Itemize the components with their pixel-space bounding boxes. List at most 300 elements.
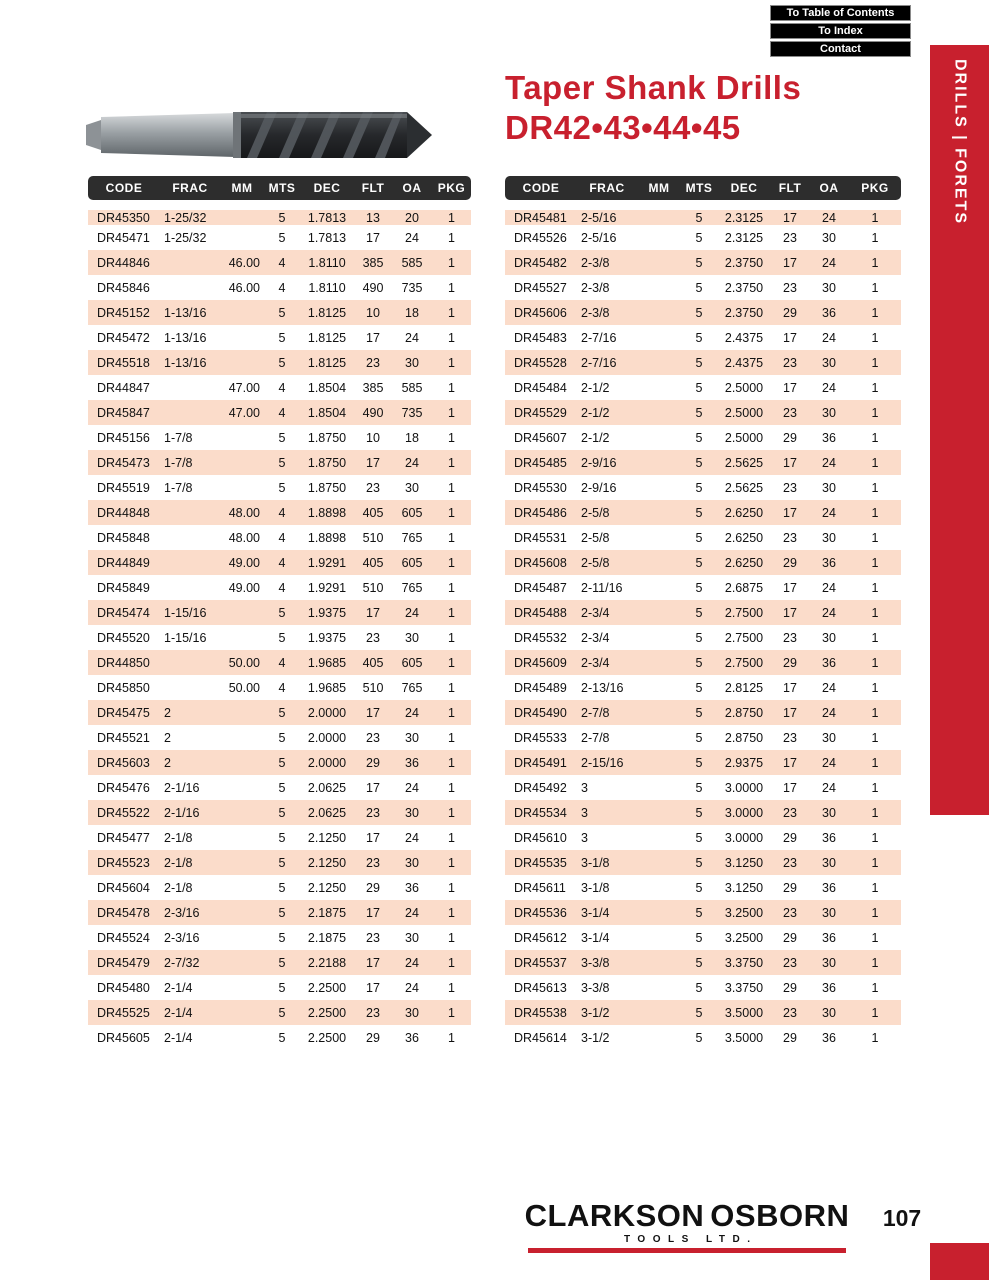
cell-pkg: 1 [432, 800, 471, 825]
cell-mts: 5 [264, 300, 300, 325]
brand-underline [528, 1248, 846, 1253]
cell-frac [160, 375, 220, 400]
table-row [88, 875, 471, 900]
cell-mm: 47.00 [228, 380, 260, 395]
cell-mm [637, 825, 681, 850]
table-row [505, 500, 901, 525]
cell-frac: 2-1/2 [581, 380, 610, 395]
cell-mm [220, 325, 264, 350]
cell-pkg: 1 [432, 850, 471, 875]
cell-flt: 17 [771, 450, 809, 475]
column-header-pkg: PKG [849, 176, 901, 200]
cell-dec: 2.1250 [307, 830, 347, 845]
cell-mts: 5 [264, 600, 300, 625]
cell-mts: 5 [264, 900, 300, 925]
cell-dec: 2.8125 [724, 680, 764, 695]
cell-frac: 2-3/4 [577, 650, 637, 675]
page-title [505, 68, 801, 149]
cell-flt: 23 [354, 350, 392, 375]
cell-code: DR45491 [505, 750, 577, 775]
table-row [505, 550, 901, 575]
cell-mm [220, 850, 264, 875]
nav-link-index[interactable]: To Index [770, 23, 911, 39]
cell-dec: 2.5000 [724, 380, 764, 395]
cell-mm: 46.00 [220, 250, 264, 275]
cell-flt: 17 [771, 250, 809, 275]
cell-dec: 2.2188 [300, 950, 354, 975]
cell-mts: 4 [264, 400, 300, 425]
cell-code: DR45849 [97, 580, 150, 595]
cell-mts: 5 [695, 1030, 703, 1045]
table-row [505, 300, 901, 325]
cell-code: DR45525 [88, 1000, 160, 1025]
cell-code: DR45475 [88, 700, 160, 725]
cell-mts: 5 [695, 930, 703, 945]
cell-code: DR45477 [97, 830, 150, 845]
cell-pkg: 1 [448, 330, 455, 345]
cell-frac: 2-1/16 [160, 800, 220, 825]
cell-dec: 2.7500 [717, 600, 771, 625]
table-row [505, 975, 901, 1000]
cell-dec: 1.9375 [307, 630, 347, 645]
table-row [505, 250, 901, 275]
column-header-dec: DEC [717, 176, 771, 200]
table-row [505, 950, 901, 975]
table-row [88, 900, 471, 925]
table-row [88, 225, 471, 250]
cell-flt: 23 [771, 900, 809, 925]
cell-dec: 2.1875 [307, 930, 347, 945]
cell-oa: 24 [822, 330, 836, 345]
cell-frac: 2-3/8 [581, 280, 610, 295]
cell-code: DR45607 [514, 430, 567, 445]
table-row [505, 325, 901, 350]
cell-oa: 765 [401, 680, 423, 695]
cell-frac: 2-3/8 [577, 250, 637, 275]
cell-pkg: 1 [849, 600, 901, 625]
table-row [88, 625, 471, 650]
column-header-mts: MTS [264, 176, 300, 200]
cell-mm [637, 950, 681, 975]
cell-oa: 36 [405, 1030, 419, 1045]
cell-code: DR45606 [505, 300, 577, 325]
cell-oa: 30 [405, 930, 419, 945]
nav-link-table-of-contents[interactable]: To Table of Contents [770, 5, 911, 21]
table-row [88, 525, 471, 550]
cell-frac: 2 [160, 750, 220, 775]
cell-flt: 23 [783, 630, 797, 645]
cell-oa: 30 [405, 730, 419, 745]
table-row [505, 750, 901, 775]
table-row [505, 925, 901, 950]
drill-table-left-grid [88, 176, 471, 1050]
cell-frac: 2-1/4 [160, 1000, 220, 1025]
cell-oa: 30 [809, 800, 849, 825]
cell-frac: 3 [581, 780, 588, 795]
cell-oa: 30 [809, 850, 849, 875]
cell-frac: 3-1/2 [577, 1000, 637, 1025]
table-row [505, 450, 901, 475]
cell-mm [220, 825, 264, 850]
cell-oa: 30 [405, 630, 419, 645]
cell-flt: 17 [354, 900, 392, 925]
column-header-mts: MTS [681, 176, 717, 200]
cell-flt: 23 [366, 930, 380, 945]
cell-mts: 5 [681, 700, 717, 725]
cell-mts: 5 [681, 450, 717, 475]
cell-mm [220, 425, 264, 450]
cell-frac: 2-3/16 [164, 930, 200, 945]
cell-pkg: 1 [432, 900, 471, 925]
cell-oa: 24 [405, 980, 419, 995]
cell-dec: 1.9291 [307, 580, 347, 595]
cell-mm [637, 700, 681, 725]
cell-oa: 36 [822, 1030, 836, 1045]
cell-dec: 3.1250 [717, 850, 771, 875]
table-row [88, 425, 471, 450]
cell-frac: 2-1/16 [164, 780, 200, 795]
cell-mts: 5 [695, 380, 703, 395]
cell-oa: 30 [809, 950, 849, 975]
cell-dec: 2.3750 [717, 250, 771, 275]
cell-oa: 36 [822, 830, 836, 845]
cell-mm [220, 475, 264, 500]
cell-mts: 5 [681, 400, 717, 425]
cell-flt: 17 [366, 830, 380, 845]
cell-mm [220, 875, 264, 900]
cell-pkg: 1 [871, 580, 879, 595]
cell-code: DR45608 [505, 550, 577, 575]
cell-mts: 4 [264, 550, 300, 575]
cell-mts: 4 [264, 250, 300, 275]
cell-code: DR45485 [505, 450, 577, 475]
cell-oa: 30 [392, 350, 432, 375]
cell-code: DR44847 [97, 380, 150, 395]
cell-pkg: 1 [849, 850, 901, 875]
cell-frac: 2-3/4 [581, 630, 610, 645]
cell-frac: 3-1/8 [581, 880, 610, 895]
cell-dec: 2.5000 [724, 430, 764, 445]
cell-oa: 24 [392, 950, 432, 975]
cell-pkg: 1 [871, 380, 879, 395]
cell-dec: 1.7813 [300, 200, 354, 225]
header-row [88, 176, 471, 200]
cell-mts: 5 [695, 280, 703, 295]
table-row [88, 375, 471, 400]
cell-mm [220, 600, 264, 625]
cell-oa: 30 [822, 230, 836, 245]
table-row [88, 750, 471, 775]
cell-code: DR45530 [514, 480, 567, 495]
cell-mts: 4 [278, 380, 286, 395]
cell-oa: 24 [809, 450, 849, 475]
column-header-mm: MM [220, 176, 264, 200]
cell-mm [220, 800, 264, 825]
table-row [88, 700, 471, 725]
cell-mm [637, 925, 681, 950]
cell-pkg: 1 [871, 330, 879, 345]
cell-code: DR44849 [88, 550, 160, 575]
cell-dec: 2.2500 [307, 1030, 347, 1045]
cell-dec: 1.9291 [300, 550, 354, 575]
cell-dec: 2.7500 [717, 650, 771, 675]
cell-pkg: 1 [432, 400, 471, 425]
cell-oa: 24 [822, 680, 836, 695]
cell-dec: 3.3750 [724, 980, 764, 995]
cell-pkg: 1 [871, 230, 879, 245]
table-row [505, 425, 901, 450]
table-row [88, 950, 471, 975]
cell-flt: 510 [362, 530, 384, 545]
cell-code: DR45473 [88, 450, 160, 475]
table-row [88, 600, 471, 625]
cell-oa: 24 [809, 750, 849, 775]
cell-pkg: 1 [448, 680, 455, 695]
cell-code: DR45488 [505, 600, 577, 625]
drill-table-right-grid [505, 176, 901, 1050]
cell-oa: 24 [822, 780, 836, 795]
cell-frac: 3-1/4 [581, 930, 610, 945]
cell-frac: 2 [160, 700, 220, 725]
table-row [505, 1000, 901, 1025]
cell-mm [220, 775, 264, 800]
column-header-mm: MM [637, 176, 681, 200]
cell-flt: 29 [783, 830, 797, 845]
table-row [88, 300, 471, 325]
cell-code: DR45152 [88, 300, 160, 325]
table-row [88, 475, 471, 500]
cell-mts: 5 [264, 450, 300, 475]
cell-mts: 5 [264, 850, 300, 875]
cell-dec: 2.3750 [724, 280, 764, 295]
cell-pkg: 1 [871, 1030, 879, 1045]
cell-mts: 5 [278, 480, 286, 495]
cell-mts: 5 [695, 680, 703, 695]
cell-mts: 5 [681, 200, 717, 225]
cell-code: DR45522 [88, 800, 160, 825]
cell-mts: 4 [278, 530, 286, 545]
cell-pkg: 1 [849, 300, 901, 325]
cell-code: DR45518 [88, 350, 160, 375]
cell-mm: 46.00 [228, 280, 260, 295]
cell-oa: 24 [405, 230, 419, 245]
brand-logo [524, 1198, 850, 1233]
cell-flt: 17 [354, 950, 392, 975]
cell-code: DR45850 [97, 680, 150, 695]
cell-flt: 405 [354, 650, 392, 675]
cell-pkg: 1 [871, 480, 879, 495]
cell-flt: 10 [354, 300, 392, 325]
table-row [505, 475, 901, 500]
cell-mts: 5 [695, 230, 703, 245]
cell-code: DR45610 [514, 830, 567, 845]
cell-mts: 5 [681, 1000, 717, 1025]
cell-pkg: 1 [448, 580, 455, 595]
cell-dec: 2.6250 [717, 550, 771, 575]
cell-code: DR45533 [514, 730, 567, 745]
cell-oa: 30 [392, 800, 432, 825]
cell-code: DR45484 [514, 380, 567, 395]
cell-flt: 23 [366, 730, 380, 745]
cell-flt: 23 [771, 850, 809, 875]
cell-flt: 23 [366, 630, 380, 645]
cell-dec: 1.8750 [307, 480, 347, 495]
cell-mts: 5 [681, 750, 717, 775]
cell-mts: 5 [264, 750, 300, 775]
cell-oa: 24 [392, 900, 432, 925]
cell-mts: 5 [264, 1000, 300, 1025]
cell-oa: 735 [401, 280, 423, 295]
cell-dec: 2.9375 [717, 750, 771, 775]
cell-pkg: 1 [432, 550, 471, 575]
column-header-frac: FRAC [577, 176, 637, 200]
cell-flt: 17 [783, 780, 797, 795]
cell-oa: 24 [822, 380, 836, 395]
table-row [88, 925, 471, 950]
cell-mts: 5 [264, 200, 300, 225]
cell-mm [220, 625, 264, 650]
cell-pkg: 1 [448, 480, 455, 495]
cell-flt: 23 [783, 480, 797, 495]
cell-code: DR45492 [514, 780, 567, 795]
cell-mm [220, 925, 264, 950]
cell-code: DR45521 [97, 730, 150, 745]
cell-flt: 17 [354, 450, 392, 475]
cell-flt: 17 [771, 600, 809, 625]
cell-dec: 1.7813 [307, 230, 347, 245]
cell-pkg: 1 [432, 350, 471, 375]
cell-oa: 585 [401, 380, 423, 395]
cell-pkg: 1 [432, 750, 471, 775]
cell-oa: 24 [809, 600, 849, 625]
cell-code: DR45604 [97, 880, 150, 895]
taper-shank-drill-photo [85, 100, 433, 164]
cell-code: DR45481 [505, 200, 577, 225]
cell-mts: 5 [681, 950, 717, 975]
cell-flt: 29 [783, 430, 797, 445]
table-row [88, 325, 471, 350]
cell-mts: 5 [695, 780, 703, 795]
cell-pkg: 1 [849, 200, 901, 225]
cell-mm [637, 425, 681, 450]
cell-pkg: 1 [448, 530, 455, 545]
cell-mm [220, 950, 264, 975]
table-row [505, 675, 901, 700]
cell-pkg: 1 [432, 450, 471, 475]
cell-mm [637, 300, 681, 325]
table-row [505, 725, 901, 750]
nav-link-contact[interactable]: Contact [770, 41, 911, 57]
cell-code: DR45483 [514, 330, 567, 345]
cell-mm [637, 900, 681, 925]
cell-code: DR45528 [505, 350, 577, 375]
cell-code: DR45526 [514, 230, 567, 245]
cell-frac [160, 250, 220, 275]
cell-frac: 2-1/4 [164, 980, 193, 995]
cell-mts: 5 [695, 630, 703, 645]
cell-flt: 23 [771, 350, 809, 375]
cell-frac: 2-5/8 [577, 550, 637, 575]
cell-mm [220, 350, 264, 375]
cell-mts: 4 [278, 580, 286, 595]
cell-mts: 5 [681, 350, 717, 375]
cell-flt: 17 [771, 500, 809, 525]
cell-frac: 2-5/16 [577, 200, 637, 225]
cell-oa: 24 [392, 700, 432, 725]
cell-mm [637, 850, 681, 875]
cell-pkg: 1 [849, 500, 901, 525]
cell-mts: 5 [695, 980, 703, 995]
cell-flt: 29 [783, 880, 797, 895]
cell-dec: 1.9375 [300, 600, 354, 625]
cell-pkg: 1 [849, 800, 901, 825]
cell-mts: 4 [278, 680, 286, 695]
cell-code: DR45524 [97, 930, 150, 945]
cell-code: DR45471 [97, 230, 150, 245]
cell-code: DR45519 [97, 480, 150, 495]
cell-pkg: 1 [871, 280, 879, 295]
table-row [88, 1000, 471, 1025]
cell-oa: 24 [809, 500, 849, 525]
cell-flt: 490 [354, 400, 392, 425]
cell-flt: 23 [783, 530, 797, 545]
cell-mts: 5 [278, 630, 286, 645]
table-row [505, 350, 901, 375]
cell-pkg: 1 [871, 880, 879, 895]
cell-dec: 2.6250 [717, 500, 771, 525]
cell-mm [637, 375, 681, 400]
cell-frac: 1-13/16 [160, 350, 220, 375]
cell-flt: 490 [362, 280, 384, 295]
cell-mm: 49.00 [220, 550, 264, 575]
cell-mm [637, 625, 681, 650]
cell-pkg: 1 [448, 880, 455, 895]
cell-oa: 30 [392, 1000, 432, 1025]
cell-flt: 405 [354, 500, 392, 525]
table-row [88, 825, 471, 850]
cell-flt: 23 [354, 1000, 392, 1025]
cell-flt: 17 [783, 330, 797, 345]
brand-name-left: CLARKSON [524, 1198, 705, 1233]
cell-mm [637, 225, 681, 250]
cell-frac: 2-9/16 [581, 480, 617, 495]
cell-code: DR45609 [505, 650, 577, 675]
cell-mm [637, 475, 681, 500]
cell-mm [637, 975, 681, 1000]
cell-mts: 5 [264, 350, 300, 375]
column-header-code: CODE [505, 176, 577, 200]
table-row [505, 850, 901, 875]
cell-frac: 2-1/8 [164, 830, 193, 845]
table-row [88, 575, 471, 600]
cell-mts: 5 [278, 430, 286, 445]
cell-mts: 5 [264, 800, 300, 825]
table-row [88, 975, 471, 1000]
cell-frac: 1-7/8 [160, 450, 220, 475]
cell-code: DR45350 [88, 200, 160, 225]
cell-oa: 30 [822, 730, 836, 745]
cell-mts: 5 [278, 330, 286, 345]
cell-pkg: 1 [871, 430, 879, 445]
cell-pkg: 1 [448, 730, 455, 745]
cell-oa: 24 [392, 450, 432, 475]
cell-dec: 1.8125 [300, 350, 354, 375]
cell-code: DR45537 [505, 950, 577, 975]
table-row [505, 200, 901, 225]
cell-frac: 2-7/32 [160, 950, 220, 975]
cell-dec: 2.5625 [724, 480, 764, 495]
cell-pkg: 1 [432, 500, 471, 525]
